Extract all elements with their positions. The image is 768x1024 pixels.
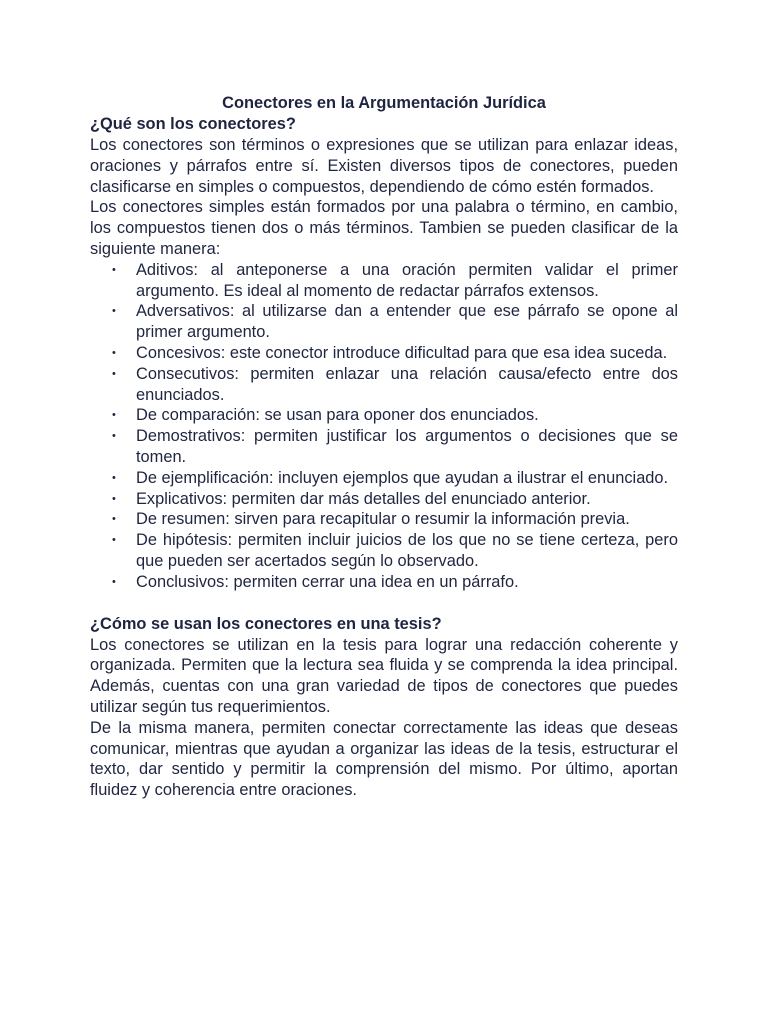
- bullet-icon: •: [112, 305, 116, 318]
- list-item-text: Consecutivos: permiten enlazar una relación causa/efecto entre dos enunciados.: [136, 364, 678, 404]
- list-item-text: De resumen: sirven para recapitular o resumir la información previa.: [136, 510, 630, 529]
- section-heading-what-are-connectors: ¿Qué son los conectores?: [90, 115, 296, 133]
- list-item-text: De hipótesis: permiten incluir juicios de los que no se tiene certeza, pero que pueden ser acertados según lo observado.: [136, 531, 678, 570]
- list-item-text: Explicativos: permiten dar más detalles del enunciado anterior.: [136, 489, 591, 508]
- list-item: [90, 572, 678, 593]
- bullet-icon: •: [112, 513, 116, 526]
- bullet-icon: •: [112, 492, 116, 505]
- list-item: [90, 301, 678, 343]
- list-item: [90, 364, 678, 406]
- list-item-text: Conclusivos: permiten cerrar una idea en un párrafo.: [136, 572, 519, 591]
- paragraph: Los conectores simples están formados por una palabra o término, en cambio, los compuestos tienen dos o más términos. Tambien se pueden clasificar de la siguiente manera:: [90, 198, 678, 258]
- bullet-icon: •: [112, 575, 116, 588]
- connector-types-list: [90, 260, 678, 593]
- paragraph: Los conectores son términos o expresiones que se utilizan para enlazar ideas, oraciones y párrafos entre sí. Existen diversos tipos de conectores, pueden clasificarse en simples o compuestos, dependiendo de cómo estén formados.: [90, 136, 678, 196]
- paragraph: Los conectores se utilizan en la tesis para lograr una redacción coherente y organizada. Permiten que la lectura sea fluida y se comprenda la idea principal. Además, cuentas con una gran variedad de tipos de conectores que puedes utilizar según tus requerimientos.: [90, 635, 678, 716]
- list-item-text: Adversativos: al utilizarse dan a entender que ese párrafo se opone al primer argumento.: [136, 302, 678, 342]
- list-item: [90, 405, 678, 426]
- list-item-text: Aditivos: al anteponerse a una oración permiten validar el primer argumento. Es ideal al momento de redactar párrafos extensos.: [136, 260, 678, 300]
- bullet-icon: •: [112, 430, 116, 443]
- document-title: Conectores en la Argumentación Jurídica: [222, 94, 546, 112]
- list-item-text: De ejemplificación: incluyen ejemplos que ayudan a ilustrar el enunciado.: [136, 468, 669, 487]
- paragraph: De la misma manera, permiten conectar correctamente las ideas que deseas comunicar, mientras que ayudan a organizar las ideas de la tesis, estructurar el texto, dar sentido y permitir la comprensión del mismo. Por último, aportan fluidez y coherencia entre oraciones.: [90, 718, 678, 800]
- bullet-icon: •: [112, 534, 116, 547]
- document-page: [90, 92, 678, 801]
- list-item: [90, 489, 678, 510]
- list-item: [90, 509, 678, 530]
- list-item: [90, 468, 678, 489]
- bullet-icon: •: [112, 409, 116, 422]
- list-item: [90, 530, 678, 572]
- bullet-icon: •: [112, 471, 116, 484]
- list-item: [90, 343, 678, 364]
- bullet-icon: •: [112, 367, 116, 380]
- list-item: [90, 260, 678, 302]
- bullet-icon: •: [112, 263, 116, 276]
- section-heading-connectors-in-thesis: ¿Cómo se usan los conectores en una tesis?: [90, 614, 442, 633]
- bullet-icon: •: [112, 346, 116, 359]
- list-item: [90, 426, 678, 468]
- list-item-text: Demostrativos: permiten justificar los argumentos o decisiones que se tomen.: [136, 427, 678, 466]
- list-item-text: Concesivos: este conector introduce dificultad para que esa idea suceda.: [136, 343, 668, 362]
- list-item-text: De comparación: se usan para oponer dos enunciados.: [136, 406, 539, 425]
